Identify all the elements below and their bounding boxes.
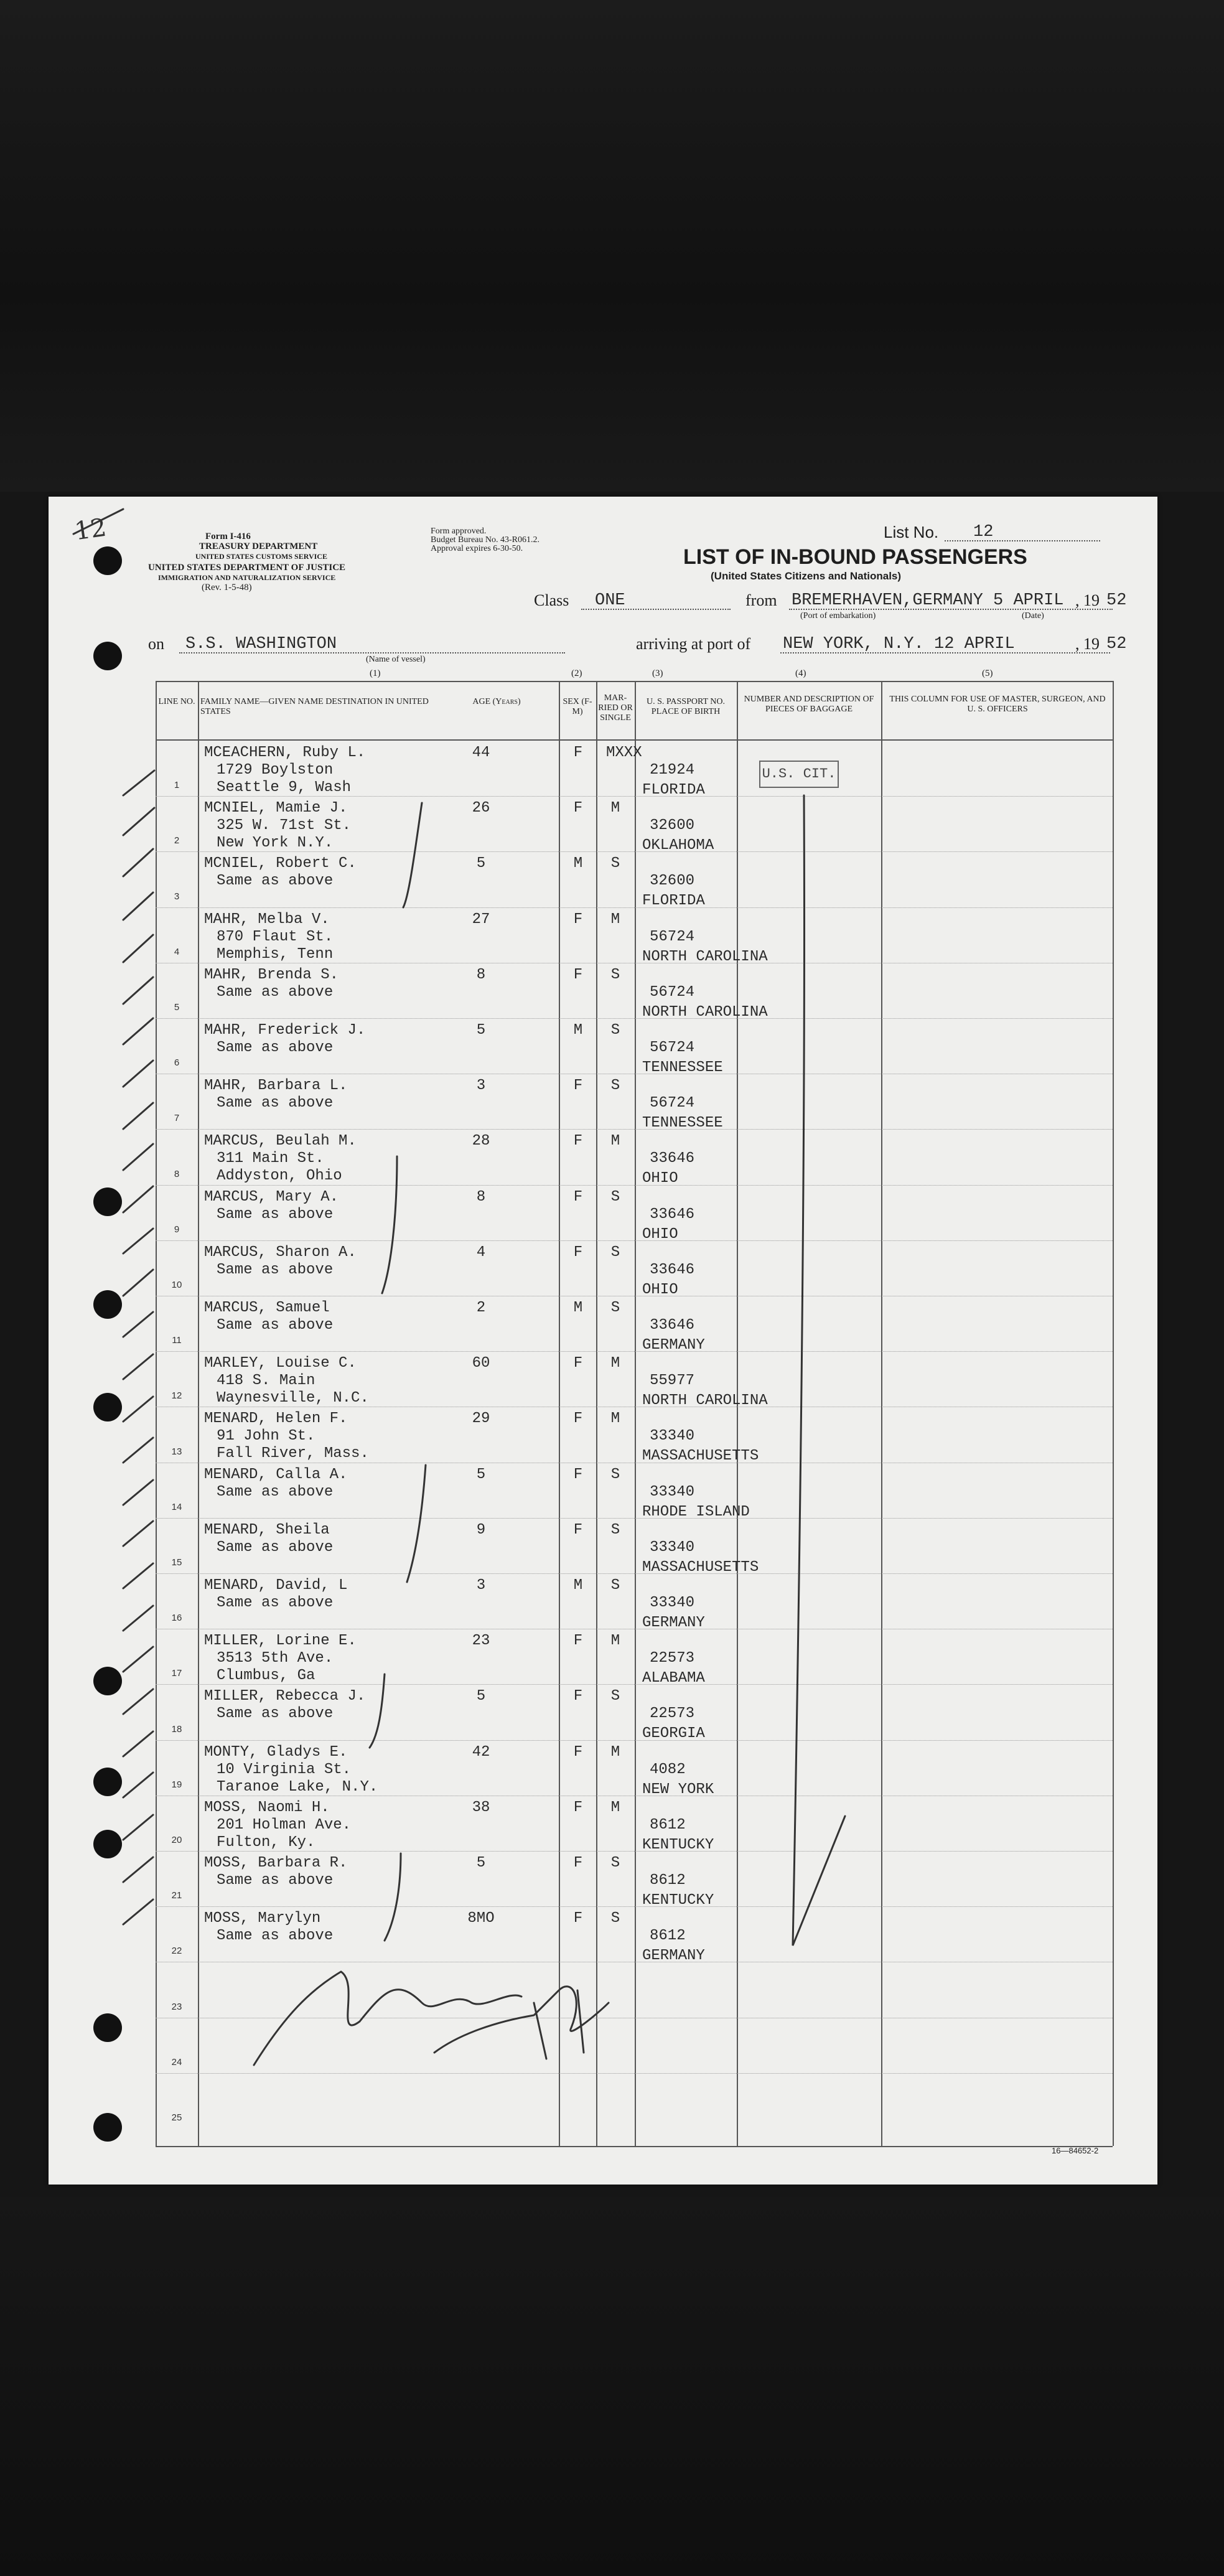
line-number: 22 bbox=[171, 1946, 182, 1957]
passenger-name: MARCUS, Sharon A. bbox=[204, 1244, 357, 1261]
sex: F bbox=[573, 1244, 583, 1261]
sex: F bbox=[573, 1743, 583, 1761]
col-num-2: (2) bbox=[571, 668, 582, 678]
marital-status: S bbox=[610, 1466, 620, 1483]
marital-status: M bbox=[610, 911, 620, 928]
address-line-1: Same as above bbox=[217, 1095, 334, 1112]
line-number: 3 bbox=[174, 891, 180, 902]
form-number: Form I-416 bbox=[205, 532, 251, 541]
list-no-value: 12 bbox=[973, 523, 994, 541]
sex: M bbox=[573, 1300, 583, 1316]
col-header-age: AGE (Years) bbox=[472, 697, 521, 706]
address-line-1: 311 Main St. bbox=[217, 1150, 324, 1168]
place-of-birth: FLORIDA bbox=[642, 782, 705, 799]
sex: F bbox=[573, 1799, 583, 1816]
place-of-birth: OKLAHOMA bbox=[642, 837, 714, 855]
passport-number: 4082 bbox=[650, 1761, 686, 1778]
place-of-birth: NORTH CAROLINA bbox=[642, 1003, 768, 1021]
place-of-birth: NEW YORK bbox=[642, 1781, 714, 1798]
passenger-name: MARCUS, Beulah M. bbox=[204, 1133, 357, 1150]
age: 8 bbox=[476, 1188, 486, 1206]
passport-number: 55977 bbox=[650, 1372, 695, 1390]
line-number: 9 bbox=[174, 1224, 180, 1235]
sex: M bbox=[573, 1022, 583, 1039]
address-line-2: Fall River, Mass. bbox=[217, 1445, 369, 1463]
passport-number: 33340 bbox=[650, 1483, 695, 1501]
passport-number: 22573 bbox=[650, 1650, 695, 1667]
address-line-1: Same as above bbox=[217, 1927, 334, 1945]
line-number: 7 bbox=[174, 1113, 180, 1124]
baggage-check-mark bbox=[793, 795, 845, 1946]
arrival-year-prefix: , 19 bbox=[1075, 635, 1100, 653]
line-number: 15 bbox=[171, 1557, 182, 1568]
passenger-name: MENARD, Calla A. bbox=[204, 1466, 348, 1483]
address-line-1: Same as above bbox=[217, 1317, 334, 1334]
passport-number: 33646 bbox=[650, 1150, 695, 1168]
line-number: 13 bbox=[171, 1446, 182, 1457]
col-header-name: FAMILY NAME—GIVEN NAME DESTINATION IN UNITED STATES bbox=[200, 697, 429, 716]
from-value: BREMERHAVEN,GERMANY 5 APRIL bbox=[792, 591, 1064, 610]
address-line-2: Addyston, Ohio bbox=[217, 1168, 342, 1185]
age: 44 bbox=[472, 744, 490, 761]
dept-ins: IMMIGRATION AND NATURALIZATION SERVICE bbox=[158, 573, 336, 582]
place-of-birth: MASSACHUSETTS bbox=[642, 1448, 759, 1465]
marital-status: S bbox=[610, 1244, 620, 1261]
passenger-name: MOSS, Naomi H. bbox=[204, 1799, 330, 1816]
from-label: from bbox=[745, 591, 777, 609]
address-line-1: Same as above bbox=[217, 983, 334, 1001]
address-line-1: 201 Holman Ave. bbox=[217, 1816, 352, 1834]
marital-status: M bbox=[610, 1355, 620, 1372]
address-line-2: Memphis, Tenn bbox=[217, 945, 334, 963]
address-line-1: Same as above bbox=[217, 1705, 334, 1723]
approval-line-2: Budget Bureau No. 43-R061.2. bbox=[431, 535, 540, 545]
passenger-name: MILLER, Lorine E. bbox=[204, 1632, 357, 1650]
passenger-name: MARLEY, Louise C. bbox=[204, 1355, 357, 1372]
passenger-name: MAHR, Brenda S. bbox=[204, 966, 339, 983]
scan-background-bottom bbox=[0, 2197, 1224, 2576]
marital-status: M bbox=[610, 1632, 620, 1650]
address-line-1: 1729 Boylston bbox=[217, 762, 334, 779]
passenger-name: MOSS, Barbara R. bbox=[204, 1855, 348, 1871]
passenger-name: MAHR, Frederick J. bbox=[204, 1022, 366, 1039]
address-line-2: Taranoe Lake, N.Y. bbox=[217, 1778, 378, 1796]
line-number: 4 bbox=[174, 946, 180, 957]
address-line-2: Seattle 9, Wash bbox=[217, 779, 352, 796]
col-header-line: LINE NO. bbox=[158, 697, 195, 706]
on-label: on bbox=[148, 635, 164, 653]
passport-number: 33340 bbox=[650, 1539, 695, 1556]
line-number: 21 bbox=[171, 1890, 182, 1901]
sex: F bbox=[573, 1688, 583, 1705]
age: 42 bbox=[472, 1743, 490, 1761]
address-line-1: 3513 5th Ave. bbox=[217, 1650, 334, 1667]
arrival-year: 52 bbox=[1106, 635, 1127, 653]
vessel-caption: (Name of vessel) bbox=[366, 655, 426, 664]
place-of-birth: GERMANY bbox=[642, 1614, 705, 1631]
from-year-prefix: , 19 bbox=[1075, 591, 1100, 609]
passport-number: 8612 bbox=[650, 1816, 686, 1834]
dept-customs: UNITED STATES CUSTOMS SERVICE bbox=[195, 552, 327, 561]
marital-status: S bbox=[610, 1577, 620, 1594]
passport-number: 56724 bbox=[650, 1039, 695, 1056]
age: 3 bbox=[476, 1077, 486, 1095]
address-line-2: Fulton, Ky. bbox=[217, 1834, 315, 1851]
address-line-1: 91 John St. bbox=[217, 1428, 315, 1445]
age: 29 bbox=[472, 1410, 490, 1428]
age: 5 bbox=[476, 1022, 486, 1039]
marital-status: S bbox=[610, 855, 620, 873]
sex: F bbox=[573, 1133, 583, 1150]
place-of-birth: KENTUCKY bbox=[642, 1892, 714, 1909]
handwritten-annotations bbox=[49, 497, 1157, 2185]
passenger-name: MENARD, Helen F. bbox=[204, 1410, 348, 1428]
passport-number: 33646 bbox=[650, 1206, 695, 1223]
place-of-birth: MASSACHUSETTS bbox=[642, 1558, 759, 1576]
col-header-officers: THIS COLUMN FOR USE OF MASTER, SURGEON, AND U. S. OFFICERS bbox=[889, 695, 1106, 714]
sex: F bbox=[573, 1355, 583, 1372]
passenger-name: MENARD, Sheila bbox=[204, 1521, 330, 1539]
sex: F bbox=[573, 1188, 583, 1206]
place-of-birth: GERMANY bbox=[642, 1337, 705, 1354]
passenger-name: MONTY, Gladys E. bbox=[204, 1743, 348, 1761]
place-of-birth: NORTH CAROLINA bbox=[642, 948, 768, 965]
passenger-name: MENARD, David, L bbox=[204, 1577, 348, 1594]
sex: F bbox=[573, 744, 583, 761]
line-number: 25 bbox=[171, 2112, 182, 2123]
marital-status: M bbox=[610, 1743, 620, 1761]
passport-number: 33646 bbox=[650, 1261, 695, 1278]
marital-status: S bbox=[610, 1521, 620, 1539]
address-line-1: Same as above bbox=[217, 1539, 334, 1556]
form-revision: (Rev. 1-5-48) bbox=[202, 583, 252, 592]
address-line-2: Clumbus, Ga bbox=[217, 1667, 315, 1685]
passenger-name: MOSS, Marylyn bbox=[204, 1910, 321, 1927]
sex: F bbox=[573, 1521, 583, 1539]
place-of-birth: TENNESSEE bbox=[642, 1059, 723, 1076]
address-line-1: Same as above bbox=[217, 1206, 334, 1223]
address-line-1: 325 W. 71st St. bbox=[217, 817, 352, 835]
age: 38 bbox=[472, 1799, 490, 1816]
passenger-name: MCNIEL, Mamie J. bbox=[204, 800, 348, 817]
sex: F bbox=[573, 966, 583, 983]
col-header-baggage: NUMBER AND DESCRIPTION OF PIECES OF BAGGAGE bbox=[744, 695, 874, 714]
place-of-birth: ALABAMA bbox=[642, 1670, 705, 1687]
marital-status: S bbox=[610, 966, 620, 983]
sex: F bbox=[573, 1410, 583, 1428]
sex: M bbox=[573, 1577, 583, 1594]
line-number: 5 bbox=[174, 1002, 180, 1013]
place-of-birth: OHIO bbox=[642, 1281, 678, 1298]
line-number: 10 bbox=[171, 1280, 182, 1290]
passport-number: 32600 bbox=[650, 817, 695, 835]
passport-number: 22573 bbox=[650, 1705, 695, 1723]
passenger-name: MAHR, Melba V. bbox=[204, 911, 330, 928]
col-num-4: (4) bbox=[795, 668, 806, 678]
passenger-name: MARCUS, Samuel bbox=[204, 1300, 330, 1316]
signature-stroke bbox=[254, 1972, 521, 2065]
passenger-name: MAHR, Barbara L. bbox=[204, 1077, 348, 1095]
place-of-birth: GERMANY bbox=[642, 1947, 705, 1965]
place-of-birth: NORTH CAROLINA bbox=[642, 1392, 768, 1410]
address-line-1: Same as above bbox=[217, 873, 334, 890]
marital-status: M bbox=[610, 1799, 620, 1816]
class-label: Class bbox=[534, 591, 569, 609]
col-num-5: (5) bbox=[982, 668, 993, 678]
from-year: 52 bbox=[1106, 591, 1127, 610]
passport-number: 56724 bbox=[650, 1095, 695, 1112]
sex: F bbox=[573, 800, 583, 817]
address-line-1: Same as above bbox=[217, 1261, 334, 1278]
age: 27 bbox=[472, 911, 490, 928]
passport-number: 8612 bbox=[650, 1927, 686, 1945]
manifest-page bbox=[49, 497, 1157, 2185]
marital-status: S bbox=[610, 1077, 620, 1095]
line-number: 20 bbox=[171, 1835, 182, 1845]
age: 2 bbox=[476, 1300, 486, 1316]
scan-background-top bbox=[0, 0, 1224, 492]
us-citizen-stamp: U.S. CIT. bbox=[759, 761, 839, 788]
line-number: 24 bbox=[171, 2056, 182, 2068]
address-line-1: Same as above bbox=[217, 1039, 334, 1056]
marital-status: S bbox=[610, 1022, 620, 1039]
line-number: 16 bbox=[171, 1613, 182, 1624]
sex: F bbox=[573, 1855, 583, 1871]
age: 5 bbox=[476, 1855, 486, 1871]
passport-number: 8612 bbox=[650, 1872, 686, 1889]
form-subtitle: (United States Citizens and Nationals) bbox=[711, 570, 902, 582]
line-number: 6 bbox=[174, 1057, 180, 1069]
line-number: 8 bbox=[174, 1168, 180, 1179]
age: 28 bbox=[472, 1133, 490, 1150]
marital-status: MXXX bbox=[606, 744, 642, 761]
margin-list-mark: 12 bbox=[73, 513, 108, 546]
col-header-passport: U. S. PASSPORT NO. PLACE OF BIRTH bbox=[647, 697, 725, 716]
place-of-birth: RHODE ISLAND bbox=[642, 1503, 750, 1520]
address-line-2: Waynesville, N.C. bbox=[217, 1390, 369, 1407]
port-embark-caption: (Port of embarkation) bbox=[800, 611, 876, 621]
line-number: 1 bbox=[174, 780, 180, 791]
marital-status: S bbox=[610, 1300, 620, 1316]
approval-line-3: Approval expires 6-30-50. bbox=[431, 544, 523, 553]
marital-status: S bbox=[610, 1855, 620, 1871]
line-number: 23 bbox=[171, 2001, 182, 2012]
sex: F bbox=[573, 911, 583, 928]
passport-number: 33340 bbox=[650, 1428, 695, 1445]
age: 26 bbox=[472, 800, 490, 817]
col-header-married: MAR-RIED OR SINGLE bbox=[598, 693, 633, 723]
vessel-name: S.S. WASHINGTON bbox=[185, 635, 337, 653]
address-line-1: Same as above bbox=[217, 1872, 334, 1889]
age: 8 bbox=[476, 966, 486, 983]
passenger-name: MCNIEL, Robert C. bbox=[204, 855, 357, 873]
age: 5 bbox=[476, 1688, 486, 1705]
age: 5 bbox=[476, 855, 486, 873]
col-num-3: (3) bbox=[652, 668, 663, 678]
printer-code: 16—84652-2 bbox=[1052, 2146, 1099, 2155]
date-caption: (Date) bbox=[1022, 611, 1044, 621]
marital-status: S bbox=[610, 1188, 620, 1206]
passport-number: 33646 bbox=[650, 1317, 695, 1334]
age: 9 bbox=[476, 1521, 486, 1539]
dept-treasury: TREASURY DEPARTMENT bbox=[199, 541, 318, 551]
marital-status: M bbox=[610, 1133, 620, 1150]
passenger-name: MCEACHERN, Ruby L. bbox=[204, 744, 366, 761]
passenger-name: MILLER, Rebecca J. bbox=[204, 1688, 366, 1705]
line-number: 14 bbox=[171, 1501, 182, 1512]
age: 3 bbox=[476, 1577, 486, 1594]
age: 8MO bbox=[467, 1910, 495, 1927]
sex: F bbox=[573, 1910, 583, 1927]
address-line-1: 870 Flaut St. bbox=[217, 928, 334, 945]
dept-justice: UNITED STATES DEPARTMENT OF JUSTICE bbox=[148, 563, 346, 573]
place-of-birth: OHIO bbox=[642, 1170, 678, 1187]
line-number: 2 bbox=[174, 835, 180, 846]
passport-number: 32600 bbox=[650, 873, 695, 890]
line-number: 11 bbox=[172, 1335, 182, 1346]
marital-status: S bbox=[610, 1688, 620, 1705]
address-line-1: 10 Virginia St. bbox=[217, 1761, 352, 1778]
address-line-1: Same as above bbox=[217, 1483, 334, 1501]
place-of-birth: GEORGIA bbox=[642, 1725, 705, 1743]
age: 5 bbox=[476, 1466, 486, 1483]
form-title: LIST OF IN-BOUND PASSENGERS bbox=[683, 545, 1027, 569]
passport-number: 33340 bbox=[650, 1595, 695, 1611]
marital-status: M bbox=[610, 800, 620, 817]
class-value: ONE bbox=[595, 591, 625, 610]
sex: F bbox=[573, 1632, 583, 1650]
address-line-1: Same as above bbox=[217, 1595, 334, 1611]
marital-status: M bbox=[610, 1410, 620, 1428]
age: 4 bbox=[476, 1244, 486, 1261]
bracket-mark bbox=[403, 803, 422, 907]
address-line-2: New York N.Y. bbox=[217, 835, 334, 852]
sex: F bbox=[573, 1077, 583, 1095]
line-number: 17 bbox=[171, 1668, 182, 1679]
approval-line-1: Form approved. bbox=[431, 527, 487, 536]
address-line-1: 418 S. Main bbox=[217, 1372, 315, 1390]
line-number: 19 bbox=[171, 1779, 182, 1790]
passport-number: 56724 bbox=[650, 983, 695, 1001]
place-of-birth: KENTUCKY bbox=[642, 1836, 714, 1853]
arriving-label: arriving at port of bbox=[636, 635, 751, 653]
place-of-birth: OHIO bbox=[642, 1225, 678, 1243]
list-no-label: List No. bbox=[884, 523, 939, 541]
passport-number: 56724 bbox=[650, 928, 695, 945]
line-number: 18 bbox=[171, 1723, 182, 1735]
line-number: 12 bbox=[171, 1390, 182, 1402]
sex: M bbox=[573, 855, 583, 873]
sex: F bbox=[573, 1466, 583, 1483]
passenger-name: MARCUS, Mary A. bbox=[204, 1188, 339, 1206]
marital-status: S bbox=[610, 1910, 620, 1927]
arrival-value: NEW YORK, N.Y. 12 APRIL bbox=[783, 635, 1015, 653]
passport-number: 21924 bbox=[650, 762, 695, 779]
col-header-sex: SEX (F-M) bbox=[563, 697, 592, 716]
age: 23 bbox=[472, 1632, 490, 1650]
place-of-birth: TENNESSEE bbox=[642, 1115, 723, 1132]
col-num-1: (1) bbox=[370, 668, 381, 678]
place-of-birth: FLORIDA bbox=[642, 892, 705, 910]
age: 60 bbox=[472, 1355, 490, 1372]
